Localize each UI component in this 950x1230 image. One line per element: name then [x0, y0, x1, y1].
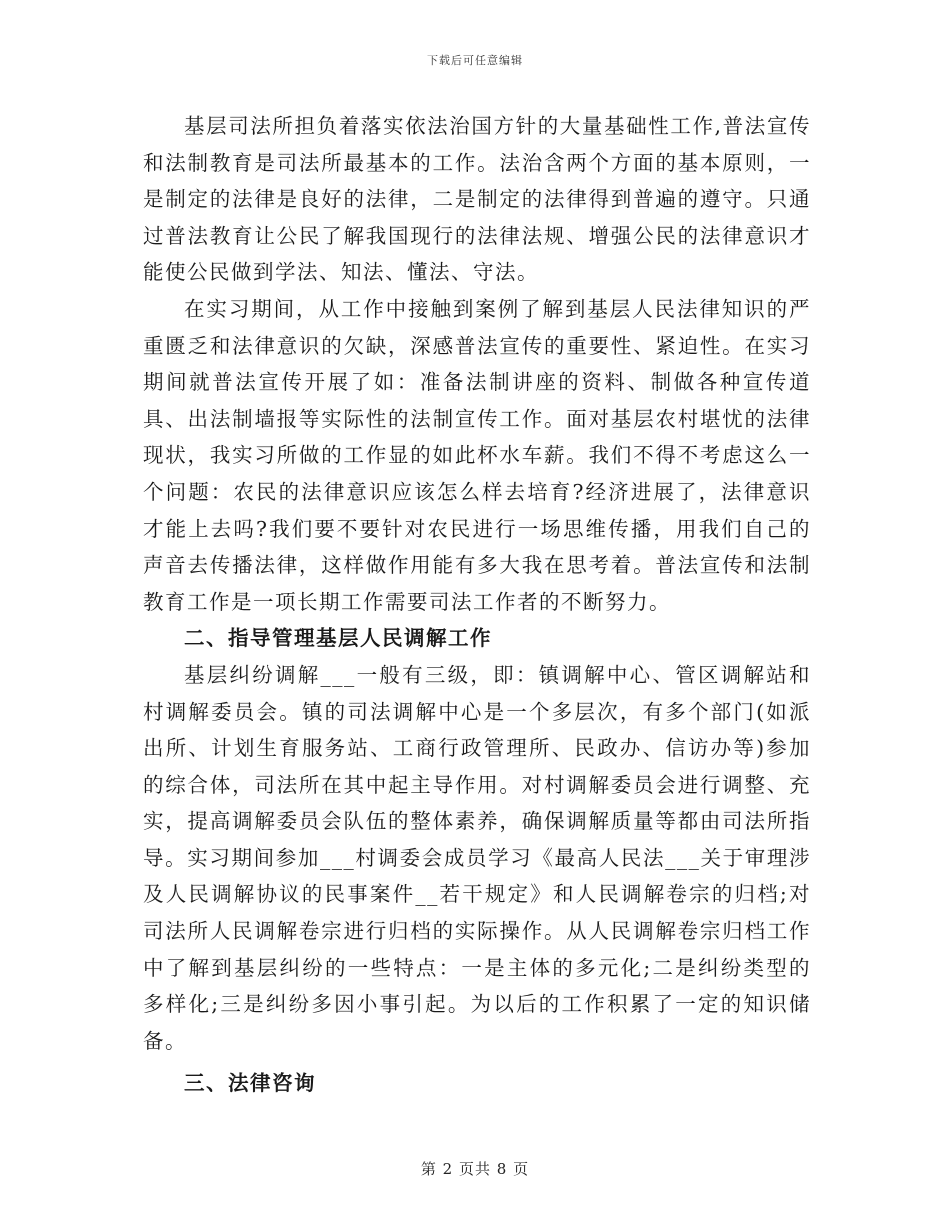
section-heading-mediation: 二、指导管理基层人民调解工作 — [184, 626, 492, 651]
document-body — [143, 108, 811, 1102]
paragraph-legal-education: 基层司法所担负着落实依法治国方针的大量基础性工作,普法宣传和法制教育是司法所最基本的工作。法治含两个方面的基本原则，一是制定的法律是良好的法律，二是制定的法律得到普遍的遵守。只通过普法教育让公民了解我国现行的法律法规、增强公民的法律意识才能使公民做到学法、知法、懂法、守法。 — [143, 114, 811, 285]
paragraph-internship-propaganda: 在实习期间，从工作中接触到案例了解到基层人民法律知识的严重匮乏和法律意识的欠缺，深感普法宣传的重要性、紧迫性。在实习期间就普法宣传开展了如：准备法制讲座的资料、制做各种宣传道具、出法制墙报等实际性的法制宣传工作。面对基层农村堪忧的法律现状，我实习所做的工作显的如此杯水车薪。我们不得不考虑这么一个问题：农民的法律意识应该怎么样去培育?经济进展了，法律意识才能上去吗?我们要不要针对农民进行一场思维传播，用我们自己的声音去传播法律，这样做作用能有多大我在思考着。普法宣传和法制教育工作是一项长期工作需要司法工作者的不断努力。 — [143, 296, 811, 614]
page-number: 第 2 页共 8 页 — [420, 1160, 530, 1178]
section-heading-legal-consultation: 三、法律咨询 — [184, 1071, 316, 1096]
page-header: 下载后可任意编辑 — [427, 54, 523, 67]
paragraph-mediation: 基层纠纷调解___一般有三级，即：镇调解中心、管区调解站和村调解委员会。镇的司法调解中心是一个多层次，有多个部门(如派出所、计划生育服务站、工商行政管理所、民政办、信访办等)参加的综合体，司法所在其中起主导作用。对村调解委员会进行调整、充实，提高调解委员会队伍的整体素养，确保调解质量等都由司法所指导。实习期间参加___村调委会成员学习《最高人民法___关于审理涉及人民调解协议的民事案件__若干规定》和人民调解卷宗的归档;对司法所人民调解卷宗进行归档的实际操作。从人民调解卷宗归档工作中了解到基层纠纷的一些特点：一是主体的多元化;二是纠纷类型的多样化;三是纠纷多因小事引起。为以后的工作积累了一定的知识储备。 — [143, 662, 811, 1053]
